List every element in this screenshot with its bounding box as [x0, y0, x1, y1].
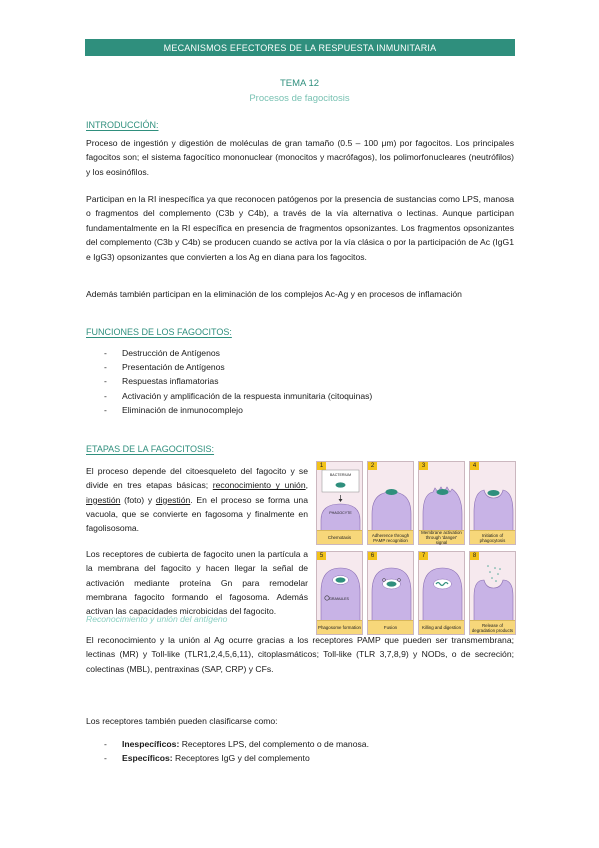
underlined-term: reconocimiento y unión [212, 480, 306, 491]
panel-number: 1 [317, 462, 326, 470]
figure-panel [418, 551, 465, 635]
etapas-paragraph-2: Los receptores de cubierta de fagocito unen la partícula a la membrana del fagocito y hacen llegar la señal de activación mediante proteína Gn para remodelar membrana fagocito formando el fagosoma. Además activan las capacidades microbicidas del fagocito. [86, 549, 308, 617]
list-item: - Presentación de Antígenos [86, 360, 372, 374]
text-run: El proceso depende del citoesqueleto del fagocito y se divide en tres etapas básicas; [86, 466, 308, 491]
figure-panel [469, 551, 516, 635]
panel-illustration [470, 462, 517, 532]
list-item: - Activación y amplificación de la respuesta inmunitaria (citoquinas) [86, 389, 372, 403]
granules-label: GRANULES [329, 597, 349, 601]
text-run: , [305, 480, 308, 491]
header-bar [85, 39, 515, 56]
item-label: Inespecíficos: [122, 739, 180, 749]
figure-panel [316, 461, 363, 545]
reconocimiento-heading: Reconocimiento y unión del antígeno [86, 614, 228, 624]
text-run: (foto) y [120, 494, 156, 505]
topic-number: TEMA 12 [279, 78, 320, 89]
figure-panel [367, 461, 414, 545]
panel-caption: Killing and digestion [419, 620, 464, 634]
text-run: . En el proceso se forma una vacuola, que se convierte en fagosoma y finalmente en fagolisosoma. [86, 494, 308, 534]
panel-caption: Fusion [368, 620, 413, 634]
figure-panel [367, 551, 414, 635]
list-item: - Respuestas inflamatorias [86, 374, 372, 388]
reconocimiento-paragraph-2: Los receptores también pueden clasificarse como: [86, 716, 278, 726]
panel-caption: Chemotaxis [317, 530, 362, 544]
panel-caption: Release of degradation products [470, 620, 515, 634]
bacterium-label: BACTERIUM [329, 473, 352, 477]
header-title: MECANISMOS EFECTORES DE LA RESPUESTA INMUNITARIA [163, 42, 437, 53]
panel-illustration [317, 552, 364, 622]
figure-panel [418, 461, 465, 545]
panel-number: 6 [368, 552, 377, 560]
panel-illustration [470, 552, 517, 622]
panel-caption: Adherence through PAMP recognition [368, 530, 413, 544]
panel-number: 2 [368, 462, 377, 470]
panel-number: 5 [317, 552, 326, 560]
item-text: Receptores LPS, del complemento o de manosa. [179, 739, 369, 749]
etapas-heading: ETAPAS DE LA FAGOCITOSIS: [86, 444, 215, 454]
panel-illustration [368, 552, 415, 622]
list-item: - Eliminación de inmunocomplejo [86, 403, 372, 417]
etapas-paragraph-1 [86, 464, 308, 535]
funciones-list [86, 346, 372, 417]
panel-number: 3 [419, 462, 428, 470]
panel-number: 4 [470, 462, 479, 470]
panel-caption: Phagosome formation [317, 620, 362, 634]
item-label: Específicos: [122, 753, 173, 764]
item-text: Receptores IgG y del complemento [172, 753, 310, 764]
figure-panel [469, 461, 516, 545]
panel-illustration [317, 462, 364, 532]
funciones-heading: FUNCIONES DE LOS FAGOCITOS: [86, 327, 232, 337]
panel-illustration [419, 552, 466, 622]
reconocimiento-paragraph-1: El reconocimiento y la unión al Ag ocurre gracias a los receptores PAMP que pueden ser transmembrana; lectinas (MR) y Toll-like (TLR1,2,4,5,6,11), citoplasmáticos; Toll-like (TLR 3,7,8,9) y NODs, o de secreción; colectinas (MBL), pentraxinas (SAP, CRP) y CFs. [86, 635, 514, 674]
topic-subtitle: Procesos de fagocitosis [249, 93, 350, 104]
panel-number: 7 [419, 552, 428, 560]
intro-paragraph-3: Además también participan en la eliminación de los complejos Ac-Ag y en procesos de inflamación [86, 289, 462, 299]
panel-number: 8 [470, 552, 479, 560]
underlined-term: digestión [155, 494, 191, 505]
panel-illustration [419, 462, 466, 532]
list-item: - Destrucción de Antígenos [86, 346, 372, 360]
receptores-list [86, 737, 369, 765]
panel-caption: Initiation of phagocytosis [470, 530, 515, 544]
phagocytosis-figure [316, 461, 516, 636]
figure-panel [316, 551, 363, 635]
intro-paragraph-2: Participan en la RI inespecífica ya que reconocen patógenos por la presencia de sustancias como LPS, manosa o fragmentos del complemento (C3b y C4b), a través de la vía alternativa o lectinas. Aunque participan fundamentalmente en la RI específica en presencia de fragmentos opsonizantes. Los fragmentos opsonizantes del complemento (C3b y C4b) se producen cuando se activa por la vía clásica o por la participación de Ac (IgG1 e IgG3) opsonizantes que convierten a los Ag en diana para los fagocitos. [86, 194, 514, 262]
panel-caption: Membrane activation through 'danger' signal [419, 530, 464, 544]
phagocyte-label: PHAGOCYTE [329, 511, 352, 515]
list-item [86, 751, 369, 765]
intro-heading: INTRODUCCIÓN: [86, 120, 159, 130]
intro-paragraph-1: Proceso de ingestión y digestión de moléculas de gran tamaño (0.5 – 100 μm) por fagocitos. Los principales fagocitos son; el sistema fagocítico mononuclear (monocitos y macrófagos), los polimorfonucleares (neutrófilos) y los eosinófilos. [86, 138, 514, 177]
underlined-term: ingestión [86, 494, 121, 505]
list-item [86, 737, 369, 751]
panel-illustration [368, 462, 415, 532]
